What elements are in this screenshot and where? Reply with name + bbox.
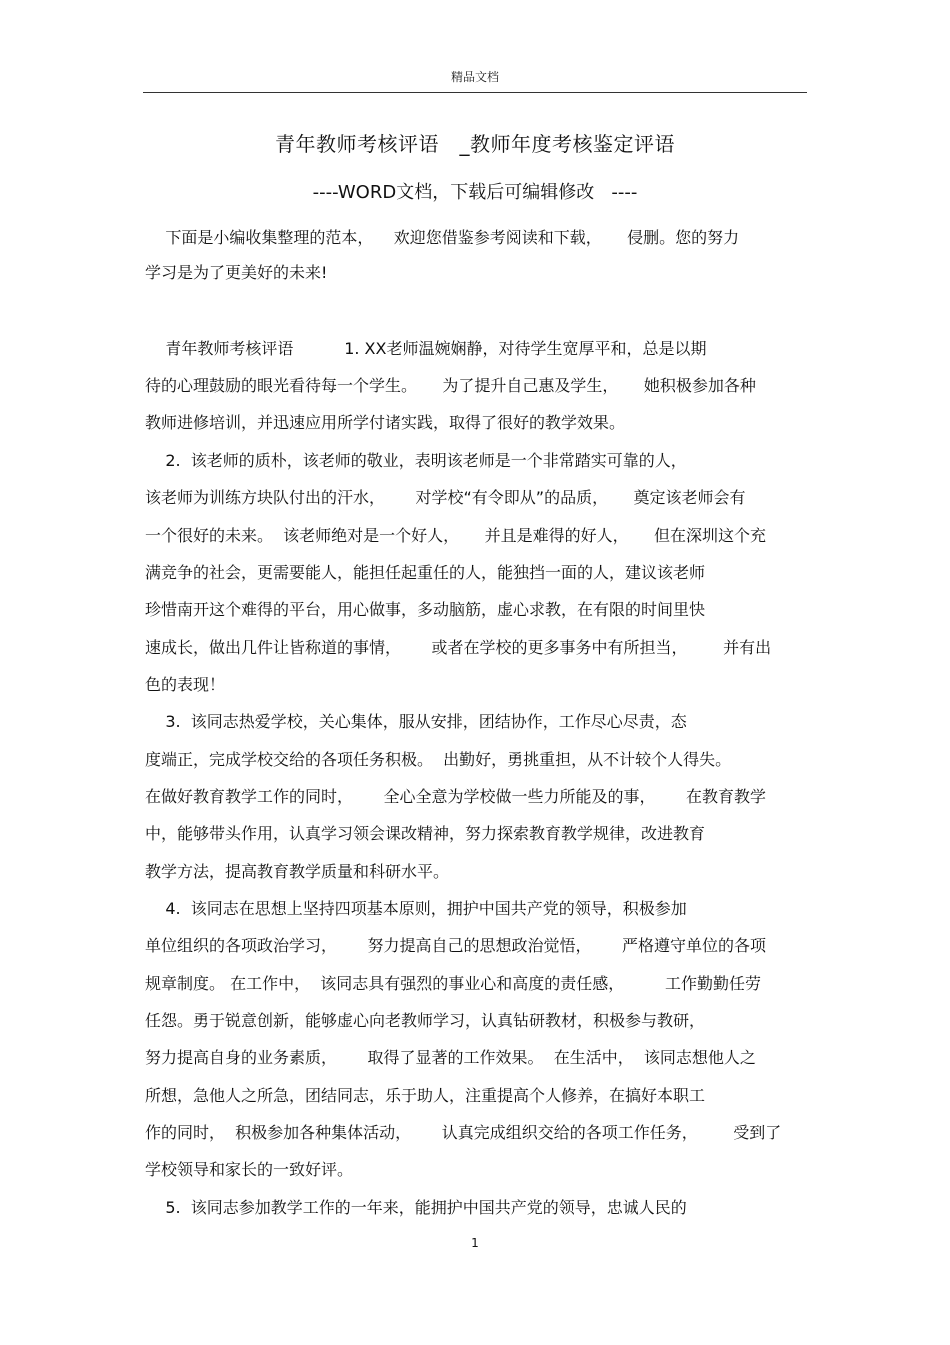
body-line: 速成长，做出几件让皆称道的事情， 或者在学校的更多事务中有所担当， 并有出: [145, 638, 772, 657]
body-line: 青年教师考核评语 1. XX老师温婉娴静，对待学生宽厚平和，总是以期: [145, 339, 707, 358]
body-line: 4. 该同志在思想上坚持四项基本原则，拥护中国共产党的领导，积极参加: [145, 899, 687, 918]
body-line: 满竞争的社会，更需要能人，能担任起重任的人，能独挡一面的人，建议该老师: [145, 563, 706, 582]
body-line: 规章制度。 在工作中， 该同志具有强烈的事业心和高度的责任感， 工作勤勤任劳: [145, 974, 761, 993]
body-line: 所想，急他人之所急，团结同志，乐于助人，注重提高个人修养，在搞好本职工: [145, 1086, 706, 1105]
body-line: 教学方法，提高教育教学质量和科研水平。: [145, 862, 450, 881]
body-line: 学习是为了更美好的未来!: [145, 263, 328, 282]
body-line: 待的心理鼓励的眼光看待每一个学生。 为了提升自己惠及学生， 她积极参加各种: [145, 376, 756, 395]
body-line: 一个很好的未来。 该老师绝对是一个好人， 并且是难得的好人， 但在深圳这个充: [145, 526, 767, 545]
body-line: 色的表现！: [145, 675, 226, 694]
body-line: 下面是小编收集整理的范本， 欢迎您借鉴参考阅读和下载， 侵删。您的努力: [145, 228, 740, 247]
document-subtitle: ----WORD文档，下载后可编辑修改 ----: [312, 182, 638, 203]
body-line: 2. 该老师的质朴，该老师的敬业，表明该老师是一个非常踏实可靠的人，: [145, 451, 687, 470]
body-line: 教师进修培训，并迅速应用所学付诸实践，取得了很好的教学效果。: [145, 413, 626, 432]
body-line: 5. 该同志参加教学工作的一年来，能拥护中国共产党的领导，忠诚人民的: [145, 1198, 687, 1217]
body-line: 度端正，完成学校交给的各项任务积极。 出勤好，勇挑重担，从不计较个人得失。: [145, 750, 732, 769]
body-line: 任怨。勇于锐意创新，能够虚心向老教师学习，认真钻研教材，积极参与教研，: [145, 1011, 706, 1030]
body-line: 在做好教育教学工作的同时， 全心全意为学校做一些力所能及的事， 在教育教学: [145, 787, 767, 806]
document-title: 青年教师考核评语 _教师年度考核鉴定评语: [274, 132, 676, 156]
page-number: 1: [471, 1236, 479, 1250]
body-line: 学校领导和家长的一致好评。: [145, 1160, 354, 1179]
body-line: 单位组织的各项政治学习， 努力提高自己的思想政治觉悟， 严格遵守单位的各项: [145, 936, 767, 955]
page-header: 精品文档: [450, 70, 499, 84]
body-line: 努力提高自身的业务素质， 取得了显著的工作效果。 在生活中， 该同志想他人之: [145, 1048, 756, 1067]
body-line: 3. 该同志热爱学校，关心集体，服从安排，团结协作，工作尽心尽责，态: [145, 712, 687, 731]
header-divider: [143, 92, 807, 93]
body-line: 中，能够带头作用，认真学习领会课改精神，努力探索教育教学规律，改进教育: [145, 824, 706, 843]
body-line: 作的同时， 积极参加各种集体活动， 认真完成组织交给的各项工作任务， 受到了: [145, 1123, 782, 1142]
body-line: 珍惜南开这个难得的平台，用心做事，多动脑筋，虚心求教，在有限的时间里快: [145, 600, 706, 619]
body-line: 该老师为训练方块队付出的汗水， 对学校“有令即从”的品质， 奠定该老师会有: [145, 488, 746, 507]
